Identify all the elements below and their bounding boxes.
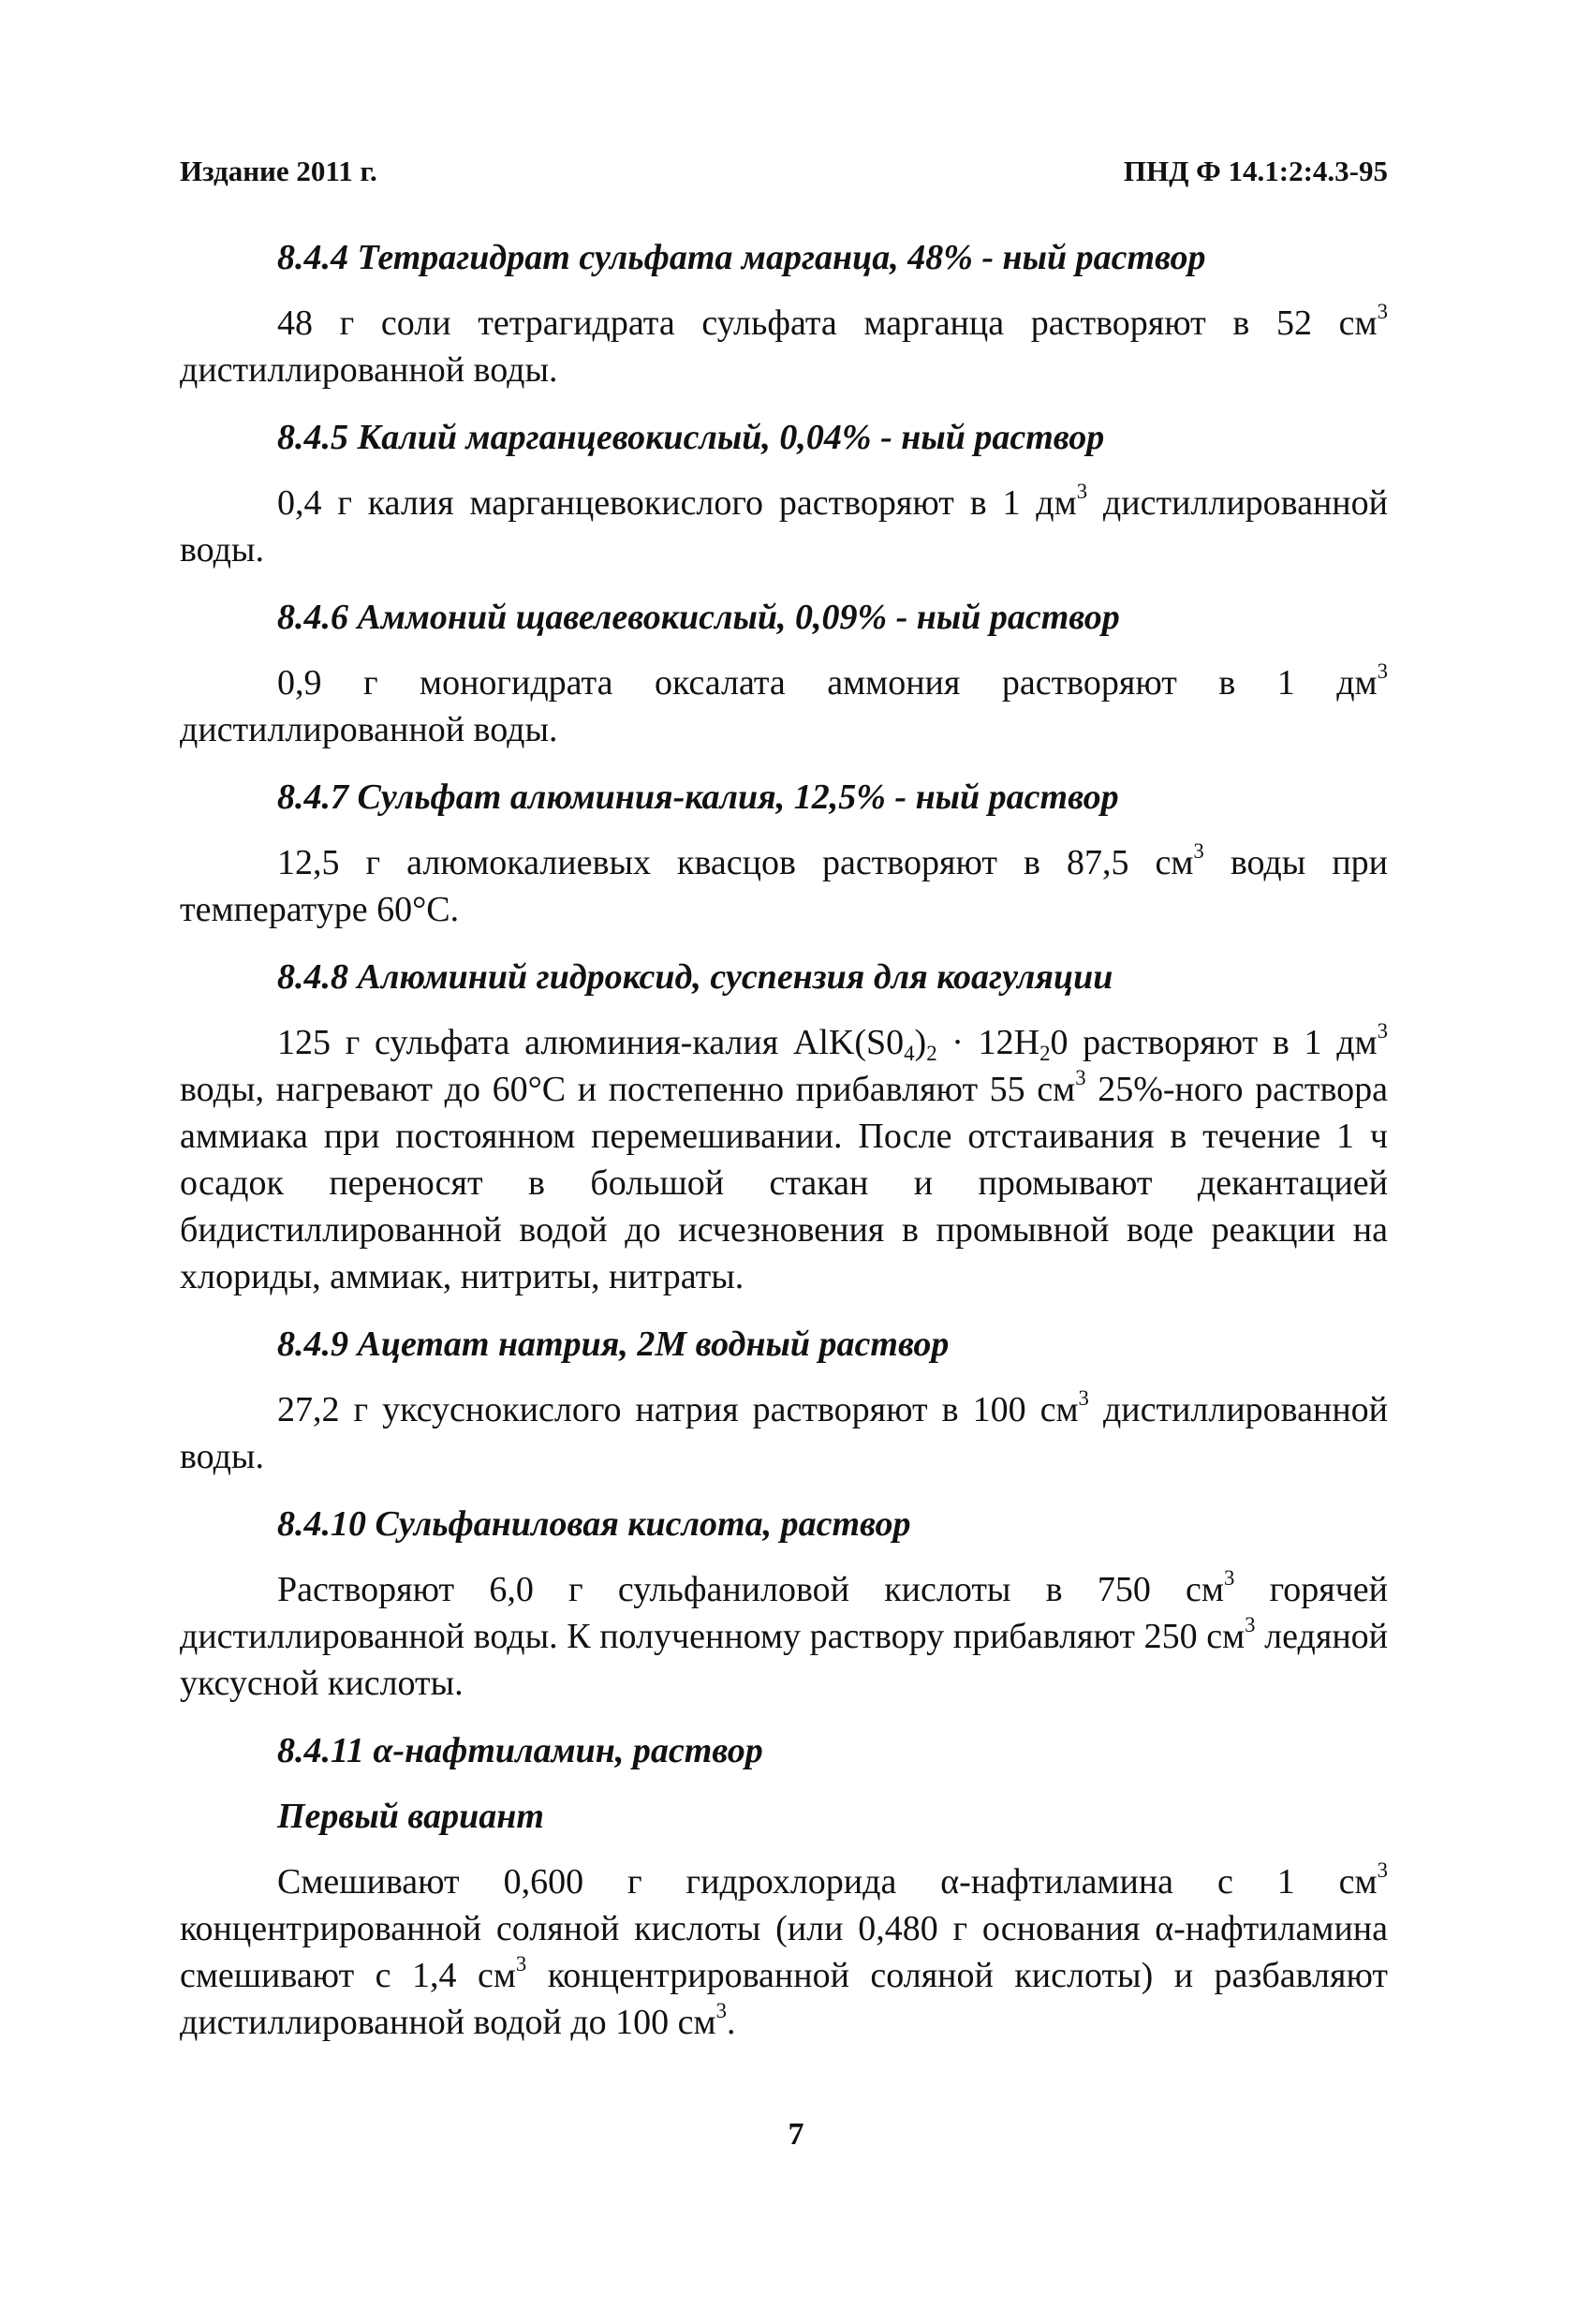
edition-label: Издание 2011 г. <box>180 155 377 187</box>
section-heading: 8.4.9 Ацетат натрия, 2М водный раствор <box>277 1325 950 1364</box>
section-paragraph: Смешивают 0,600 г гидрохлорида α-нафтиламина с 1 $см^3$ концентрированной соляной кислоты (или 0,480 г основания α-нафтиламина смешивают с 1,4 $см^3$ концентрированной соляной кислоты) и разбавляют дистиллированной водой до 100 $см^3$. <box>180 1858 1388 2042</box>
section-heading: 8.4.11 α-нафтиламин, раствор <box>277 1731 763 1770</box>
section-paragraph: Растворяют 6,0 г сульфаниловой кислоты в 750 $см^3$ горячей дистиллированной воды. К полученному раствору прибавляют 250 $см^3$ ледяной уксусной кислоты. <box>180 1565 1389 1703</box>
section-paragraph: 12,5 г алюмокалиевых квасцов растворяют в 87,5 $см^3$ воды при температуре 60°С. <box>180 838 1388 929</box>
section-paragraph: 27,2 г уксуснокислого натрия растворяют в 100 $см^3$ дистиллированной воды. <box>180 1385 1388 1476</box>
section-heading: Первый вариант <box>277 1797 544 1836</box>
section-paragraph: 125 г сульфата алюминия-калия $AlK(S0_4)_2 \cdot 12H_20$ растворяют в 1 $дм^3$ воды, нагревают до 60°С и постепенно прибавляют 55 $см^3$ 25%-ного раствора аммиака при постоянном перемешивании. После отстаивания в течение 1 ч осадок переносят в большой стакан и промывают декантацией бидистиллированной водой до исчезновения в промывной воде реакции на хлориды, аммиак, нитриты, нитраты. <box>180 1018 1389 1296</box>
section-heading: 8.4.5 Калий марганцевокислый, 0,04% - ный раствор <box>277 418 1105 457</box>
section-heading: 8.4.8 Алюминий гидроксид, суспензия для коагуляции <box>277 957 1113 997</box>
page-header <box>180 155 1388 188</box>
document-code: ПНД Ф 14.1:2:4.3-95 <box>1123 155 1388 187</box>
section-heading: 8.4.4 Тетрагидрат сульфата марганца, 48% - ный раствор <box>277 238 1206 277</box>
section-heading: 8.4.7 Сульфат алюминия-калия, 12,5% - ный раствор <box>277 777 1119 817</box>
document-body <box>180 234 1388 2066</box>
section-paragraph: 0,9 г моногидрата оксалата аммония растворяют в 1 $дм^3$ дистиллированной воды. <box>180 659 1388 749</box>
section-heading: 8.4.10 Сульфаниловая кислота, раствор <box>277 1504 911 1544</box>
section-paragraph: 48 г соли тетрагидрата сульфата марганца растворяют в 52 $см^3$ дистиллированной воды. <box>180 299 1388 390</box>
section-paragraph: 0,4 г калия марганцевокислого растворяют в 1 $дм^3$ дистиллированной воды. <box>180 479 1388 570</box>
page-number: 7 <box>788 2117 804 2152</box>
section-heading: 8.4.6 Аммоний щавелевокислый, 0,09% - ный раствор <box>277 598 1120 637</box>
